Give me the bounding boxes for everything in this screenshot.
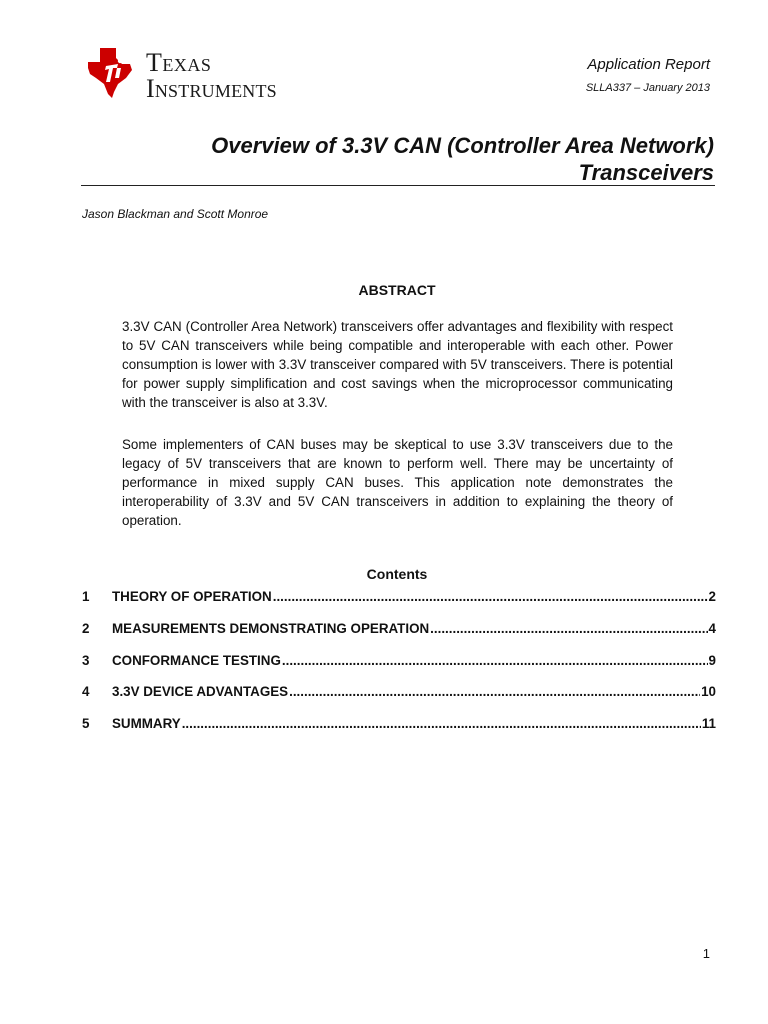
ti-logo [82,44,327,106]
title-line2: Transceivers [578,160,714,185]
toc-page[interactable]: 10 [701,684,716,699]
toc-leader [289,684,700,699]
toc-title[interactable]: CONFORMANCE TESTING [112,653,281,668]
toc-title[interactable]: THEORY OF OPERATION [112,589,272,604]
toc-item-2[interactable] [82,621,716,641]
toc-item-5[interactable] [82,716,716,736]
title-divider [81,185,715,186]
contents-heading: Contents [366,566,428,582]
toc-number: 3 [82,653,90,668]
toc-item-3[interactable] [82,653,716,673]
ti-wordmark [146,50,277,102]
abstract-paragraph-2: Some implementers of CAN buses may be skeptical to use 3.3V transceivers due to the legacy of 5V transceivers that are known to perform well. There may be uncertainty of performance in mixed supply CAN buses. This application note demonstrates the interoperability of 3.3V and 5V CAN transceivers in addition to explaining the theory of operation. [122,437,673,528]
toc-item-4[interactable] [82,684,716,704]
toc-title[interactable]: MEASUREMENTS DEMONSTRATING OPERATION [112,621,430,636]
toc-leader [282,653,708,668]
title-line1: Overview of 3.3V CAN (Controller Area Network) [211,133,714,158]
brand-line2: Instruments [146,74,277,103]
toc-leader [430,621,707,636]
toc-title[interactable]: 3.3V DEVICE ADVANTAGES [112,684,289,699]
toc-page[interactable]: 4 [708,621,716,636]
toc-leader [273,589,708,604]
brand-line1: Texas [146,48,212,77]
toc-number: 2 [82,621,90,636]
report-id: SLLA337 – January 2013 [585,82,710,94]
report-type: Application Report [587,56,710,73]
ti-state-logo-icon [82,44,138,100]
toc-page[interactable]: 9 [708,653,716,668]
toc-number: 4 [82,684,90,699]
toc-number: 1 [82,589,90,604]
toc-page[interactable]: 2 [708,589,716,604]
abstract-paragraph-1: 3.3V CAN (Controller Area Network) transceivers offer advantages and flexibility with respect to 5V CAN transceivers while being compatible and interoperable with each other. Power consumption is lower with 3.3V transceiver compared with 5V transceivers. There is potential for power supply simplification and cost savings when the microprocessor communicating with the transceiver is also at 3.3V. [122,319,673,410]
toc-leader [182,716,701,731]
toc-page[interactable]: 11 [701,716,716,731]
abstract-heading: ABSTRACT [358,282,436,298]
toc-item-1[interactable] [82,589,716,609]
document-title [74,132,714,186]
page-number: 1 [702,946,710,961]
toc-title[interactable]: SUMMARY [112,716,181,731]
toc-number: 5 [82,716,90,731]
authors: Jason Blackman and Scott Monroe [82,207,269,221]
